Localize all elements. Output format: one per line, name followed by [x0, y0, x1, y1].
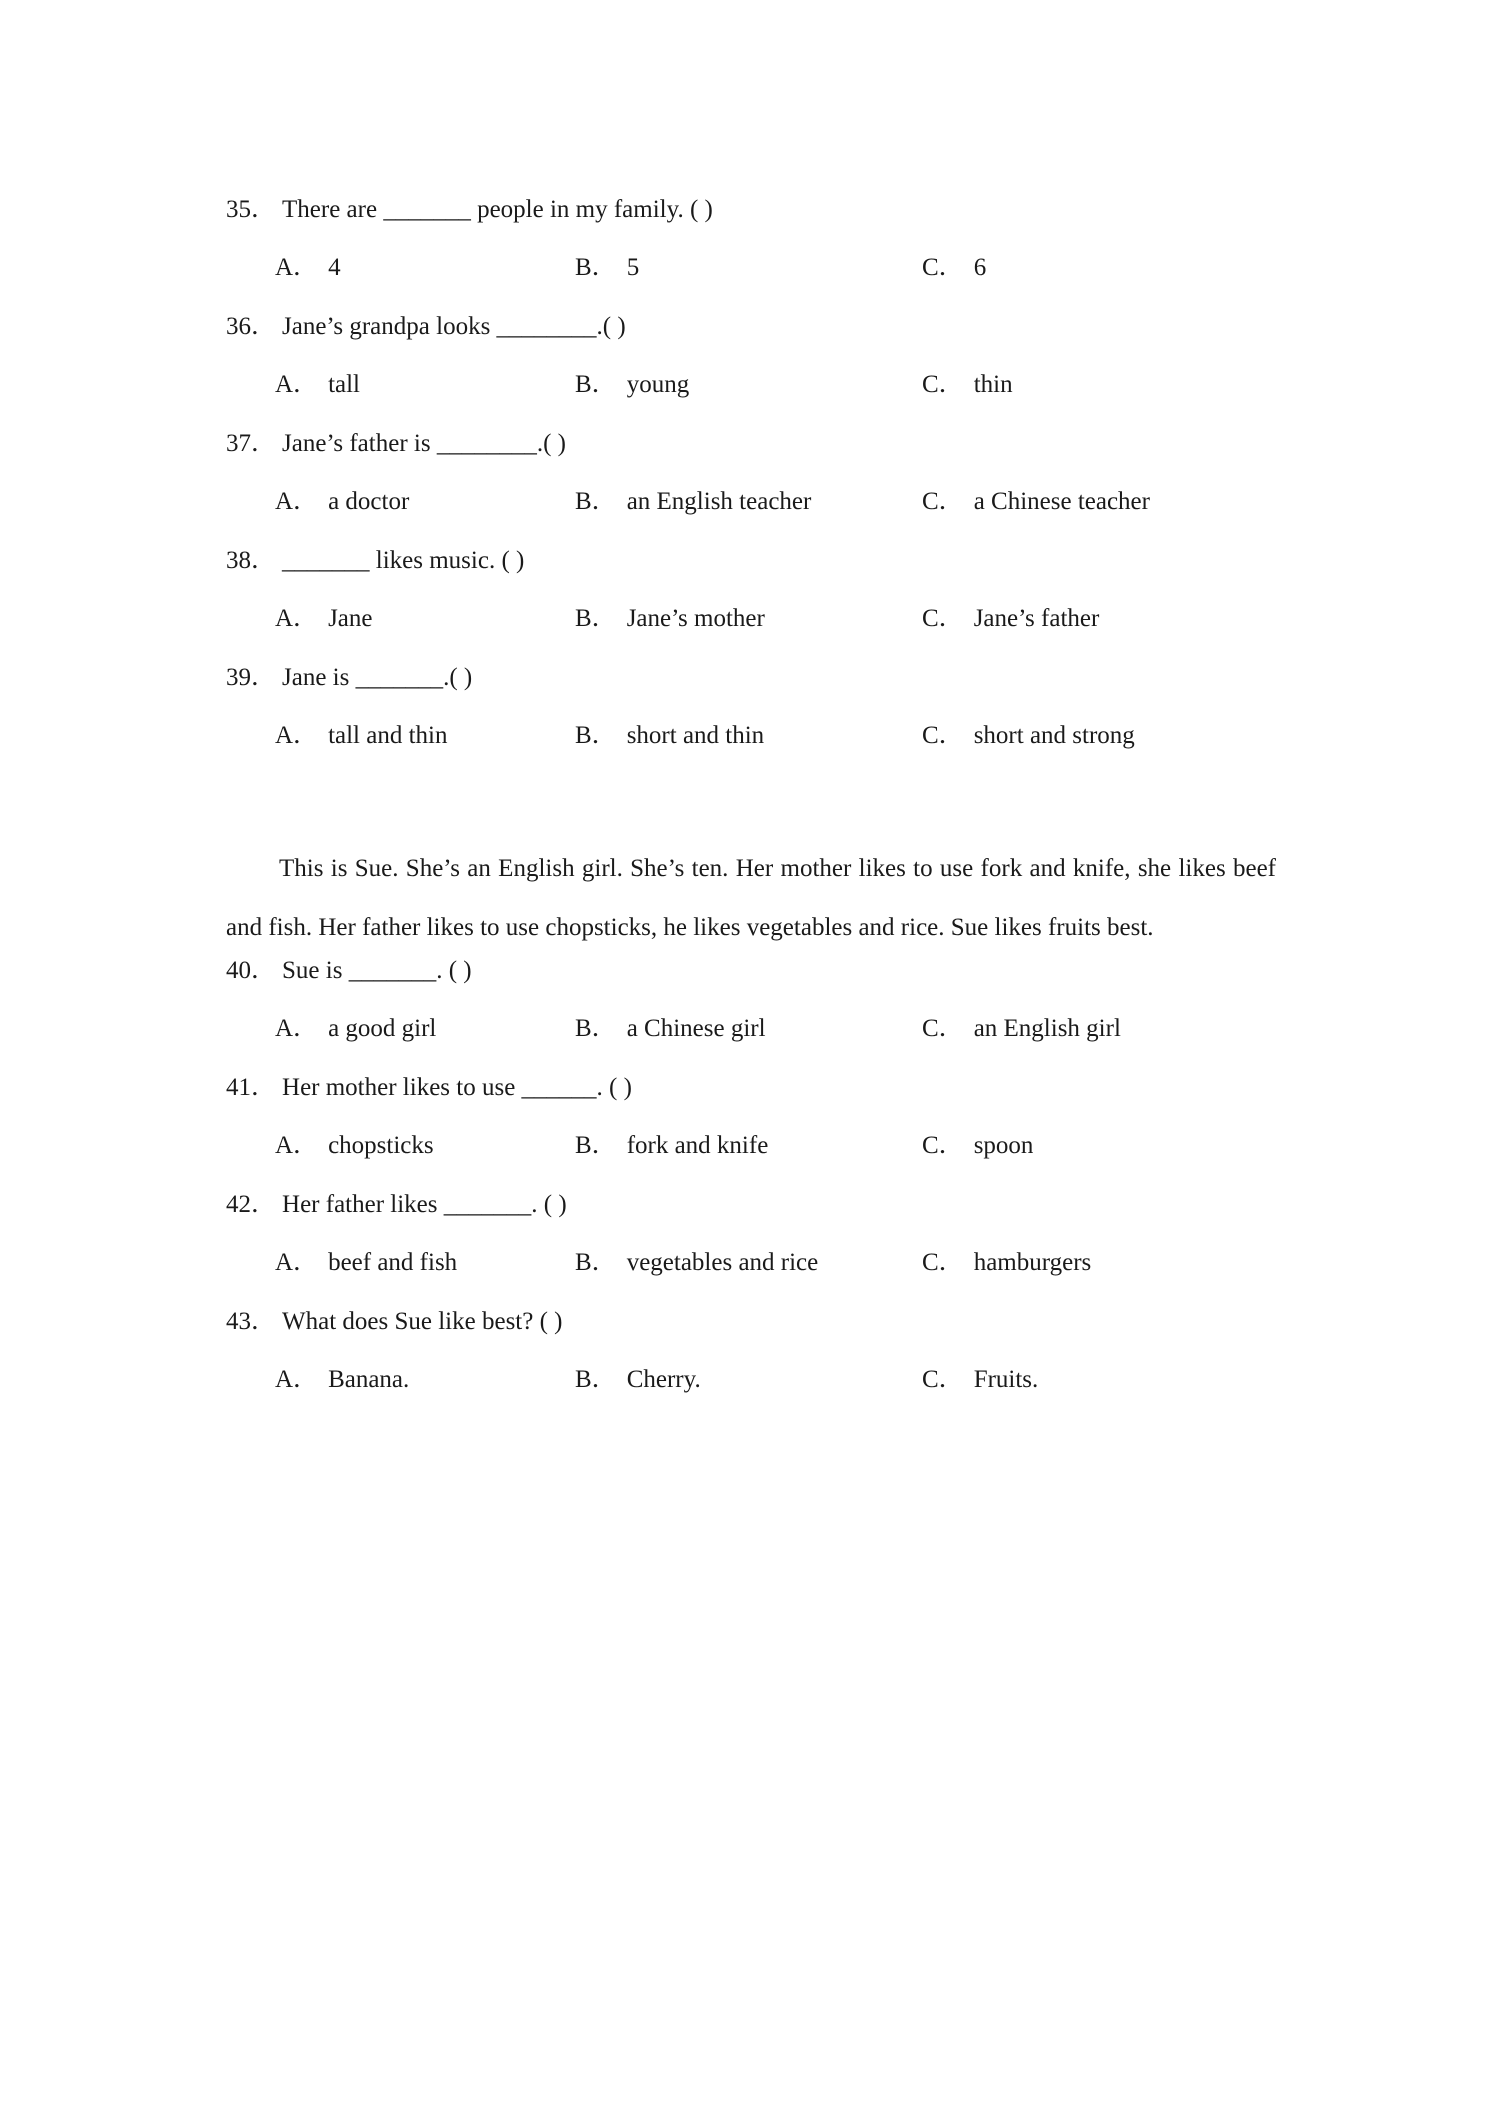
option-text: tall and thin: [328, 722, 448, 749]
option-text: hamburgers: [973, 1249, 1092, 1276]
option-letter: C．: [922, 1132, 964, 1159]
option-b: [575, 1365, 701, 1395]
option-text: a Chinese teacher: [973, 488, 1150, 515]
option-text: Jane’s mother: [626, 605, 765, 632]
option-b: [575, 1014, 766, 1044]
option-c: [922, 721, 1135, 751]
option-c: [922, 1248, 1091, 1278]
options-37: [0, 487, 1488, 517]
options-41: [0, 1131, 1488, 1161]
question-stem: Her mother likes to use ______. ( ): [282, 1074, 632, 1101]
option-letter: A．: [275, 371, 319, 398]
question-stem: There are _______ people in my family. ( ): [282, 196, 713, 223]
question-number: 41．: [226, 1074, 277, 1101]
question-38: [226, 546, 524, 576]
question-stem: Jane’s grandpa looks ________.( ): [282, 313, 626, 340]
question-stem: Sue is _______. ( ): [282, 957, 472, 984]
question-35: [226, 195, 713, 225]
option-letter: A．: [275, 1249, 319, 1276]
option-c: [922, 1365, 1038, 1395]
options-40: [0, 1014, 1488, 1044]
option-a: [275, 604, 372, 634]
question-number: 39．: [226, 664, 277, 691]
question-37: [226, 429, 566, 459]
option-c: [922, 1131, 1033, 1161]
option-a: [275, 1014, 436, 1044]
question-39: [226, 663, 472, 693]
question-42: [226, 1190, 567, 1220]
option-letter: B．: [575, 371, 617, 398]
option-text: Banana.: [328, 1366, 410, 1393]
question-stem: _______ likes music. ( ): [282, 547, 525, 574]
option-a: [275, 253, 341, 283]
options-36: [0, 370, 1488, 400]
option-b: [575, 721, 764, 751]
option-letter: A．: [275, 254, 319, 281]
option-b: [575, 1248, 818, 1278]
question-number: 36．: [226, 313, 277, 340]
options-39: [0, 721, 1488, 751]
option-c: [922, 1014, 1121, 1044]
option-c: [922, 487, 1150, 517]
option-text: spoon: [973, 1132, 1034, 1159]
option-letter: A．: [275, 488, 319, 515]
options-43: [0, 1365, 1488, 1395]
question-number: 42．: [226, 1191, 277, 1218]
option-letter: B．: [575, 488, 617, 515]
options-38: [0, 604, 1488, 634]
option-text: a good girl: [328, 1015, 437, 1042]
option-letter: B．: [575, 1366, 617, 1393]
question-number: 35．: [226, 196, 277, 223]
option-text: short and thin: [626, 722, 765, 749]
option-letter: C．: [922, 488, 964, 515]
question-number: 37．: [226, 430, 277, 457]
question-stem: Her father likes _______. ( ): [282, 1191, 567, 1218]
option-text: an English girl: [973, 1015, 1121, 1042]
option-text: 4: [328, 254, 341, 281]
option-a: [275, 721, 447, 751]
option-b: [575, 370, 689, 400]
option-letter: B．: [575, 605, 617, 632]
option-c: [922, 253, 986, 283]
option-text: fork and knife: [626, 1132, 769, 1159]
option-text: chopsticks: [328, 1132, 434, 1159]
question-43: [226, 1307, 562, 1337]
option-b: [575, 604, 765, 634]
option-text: Fruits.: [973, 1366, 1039, 1393]
option-letter: B．: [575, 722, 617, 749]
options-42: [0, 1248, 1488, 1278]
question-number: 38．: [226, 547, 277, 574]
option-text: an English teacher: [626, 488, 812, 515]
option-letter: A．: [275, 1132, 319, 1159]
option-text: a Chinese girl: [626, 1015, 766, 1042]
option-b: [575, 1131, 768, 1161]
option-letter: B．: [575, 254, 617, 281]
option-b: [575, 487, 811, 517]
option-text: beef and fish: [328, 1249, 458, 1276]
option-text: Jane: [328, 605, 373, 632]
option-letter: B．: [575, 1015, 617, 1042]
question-36: [226, 312, 626, 342]
question-stem: What does Sue like best? ( ): [282, 1308, 563, 1335]
option-text: vegetables and rice: [626, 1249, 819, 1276]
option-c: [922, 370, 1013, 400]
option-letter: C．: [922, 722, 964, 749]
option-letter: C．: [922, 371, 964, 398]
option-text: Jane’s father: [973, 605, 1100, 632]
option-text: young: [626, 371, 690, 398]
option-letter: B．: [575, 1249, 617, 1276]
option-letter: A．: [275, 1015, 319, 1042]
option-letter: A．: [275, 1366, 319, 1393]
option-text: 6: [973, 254, 987, 281]
question-41: [226, 1073, 632, 1103]
option-a: [275, 1248, 457, 1278]
option-text: thin: [973, 371, 1013, 398]
option-text: a doctor: [328, 488, 410, 515]
option-a: [275, 370, 360, 400]
option-letter: A．: [275, 722, 319, 749]
question-stem: Jane is _______.( ): [282, 664, 473, 691]
question-number: 40．: [226, 957, 277, 984]
option-letter: C．: [922, 254, 964, 281]
option-letter: C．: [922, 1015, 964, 1042]
option-c: [922, 604, 1099, 634]
question-40: [226, 956, 472, 986]
option-letter: B．: [575, 1132, 617, 1159]
options-35: [0, 253, 1488, 283]
reading-passage: This is Sue. She’s an English girl. She’s ten. Her mother likes to use fork and knife, she likes beef and fish. Her father likes to use chopsticks, he likes vegetables and rice. Sue likes fruits best.: [226, 855, 1276, 941]
option-text: 5: [626, 254, 640, 281]
option-a: [275, 1131, 434, 1161]
option-b: [575, 253, 639, 283]
option-text: Cherry.: [626, 1366, 701, 1393]
option-text: tall: [328, 371, 360, 398]
option-a: [275, 487, 409, 517]
option-letter: A．: [275, 605, 319, 632]
option-letter: C．: [922, 1366, 964, 1393]
option-a: [275, 1365, 409, 1395]
option-text: short and strong: [973, 722, 1135, 749]
question-number: 43．: [226, 1308, 277, 1335]
option-letter: C．: [922, 1249, 964, 1276]
question-stem: Jane’s father is ________.( ): [282, 430, 566, 457]
option-letter: C．: [922, 605, 964, 632]
